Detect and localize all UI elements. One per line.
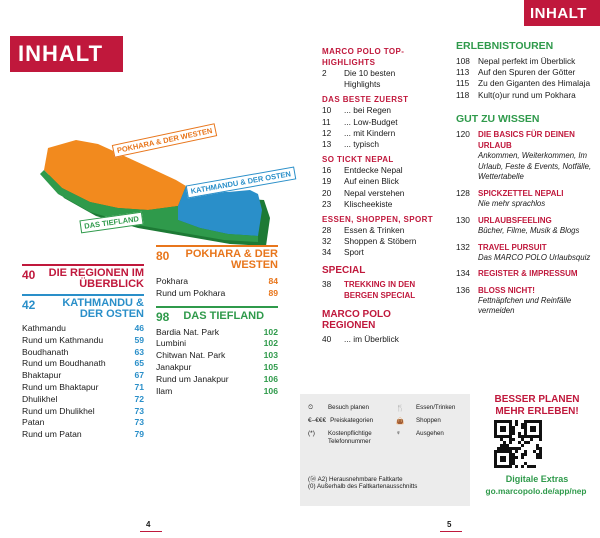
toc-entry[interactable] — [456, 78, 596, 89]
region-entry-name: Rund um Boudhanath — [22, 358, 106, 369]
highlights-extra: Highlights — [344, 79, 381, 90]
map-label-east: KATHMANDU & DER OSTEN — [186, 167, 296, 199]
page-number-right: 5 — [447, 520, 452, 529]
qr-module — [512, 432, 515, 435]
qr-module — [530, 465, 533, 468]
legend-item — [396, 430, 466, 445]
qr-module — [518, 432, 521, 435]
region-entry-name: Rund um Patan — [22, 429, 82, 440]
region-entry[interactable] — [156, 374, 278, 386]
qr-module — [533, 450, 536, 453]
promo-title: BESSER PLANEN MEHR ERLEBEN! — [494, 394, 580, 417]
region-entry-name: Rund um Dhulikhel — [22, 405, 95, 416]
toc-entry-page: 16 — [322, 165, 332, 176]
region-entry-name: Dhulikhel — [22, 393, 58, 404]
legend-item — [308, 404, 396, 412]
qr-module — [539, 450, 542, 453]
gut-zu-wissen-page: 128 — [456, 188, 470, 198]
qr-module — [527, 441, 530, 444]
toc-entry-page: 19 — [322, 176, 332, 187]
toc-entry[interactable] — [322, 236, 446, 247]
toc-entry-text: Die 10 besten — [344, 68, 396, 78]
toc-entry[interactable] — [322, 68, 446, 79]
essen-list — [322, 225, 446, 259]
region-entry-page: 63 — [134, 346, 144, 357]
region-entry[interactable] — [22, 370, 144, 382]
regions-column-right — [156, 245, 278, 397]
gut-zu-wissen-entry-row — [456, 129, 596, 151]
qr-module — [512, 429, 515, 432]
qr-module — [506, 444, 509, 447]
legend-item-label: Shoppen — [416, 417, 441, 424]
region-entry[interactable] — [22, 429, 144, 441]
qr-module — [512, 462, 515, 465]
toc-entry-page: 118 — [456, 89, 470, 100]
toc-entry-text: Kult(o)ur rund um Pokhara — [478, 89, 576, 100]
region-entry-page: 106 — [263, 373, 278, 384]
region-entry[interactable] — [156, 362, 278, 374]
gut-zu-wissen-page: 132 — [456, 241, 470, 252]
qr-code[interactable] — [494, 420, 542, 468]
region-entry[interactable] — [22, 347, 144, 359]
highlights-title: MARCO POLO TOP-HIGHLIGHTS — [322, 47, 405, 67]
gut-zu-wissen-page: 120 — [456, 128, 470, 139]
toc-entry[interactable] — [322, 176, 446, 187]
page-number-left: 4 — [146, 520, 151, 529]
region-entry-name: Rund um Bhaktapur — [22, 381, 99, 392]
gut-zu-wissen-page: 134 — [456, 268, 470, 279]
region-entry-name: Kathmandu — [22, 323, 66, 333]
toc-entry[interactable] — [456, 56, 596, 67]
mp-regionen-title: MARCO POLO REGIONEN — [322, 309, 391, 332]
toc-entry-page: 13 — [322, 139, 332, 150]
toc-entry-page: 34 — [322, 247, 332, 258]
region-entry[interactable] — [156, 338, 278, 350]
toc-entry[interactable] — [322, 128, 446, 139]
toc-entry-text: Zu den Giganten des Himalaja — [478, 78, 591, 89]
qr-finder-center — [530, 426, 536, 432]
erlebnistouren-list — [456, 56, 596, 101]
toc-entry[interactable] — [322, 247, 446, 258]
toc-entry-text: Klischeekiste — [344, 198, 393, 209]
essen-title: ESSEN, SHOPPEN, SPORT — [322, 215, 434, 225]
asterisk-icon: (*) — [308, 430, 315, 437]
qr-module — [536, 444, 539, 447]
qr-module — [500, 438, 503, 441]
gut-zu-wissen-sub: Das MARCO POLO Urlaubsquiz — [478, 252, 591, 262]
pokhara-title: POKHARA & DER WESTEN — [185, 248, 278, 271]
region-entry-name: Patan — [22, 417, 45, 428]
region-entry[interactable] — [156, 288, 278, 300]
qr-module — [515, 450, 518, 453]
trident-icon: ♆ — [396, 430, 401, 437]
map-label-west: POKHARA & DER WESTEN — [112, 123, 218, 158]
pokhara-num: 80 — [156, 249, 170, 263]
special-title: SPECIAL — [322, 264, 366, 276]
legend-item — [396, 417, 466, 425]
gut-zu-wissen-title-text: BLOSS NICHT! — [478, 285, 535, 295]
qr-module — [512, 453, 515, 456]
gut-zu-wissen-title-text: REGISTER & IMPRESSUM — [478, 269, 578, 279]
gut-zu-wissen-sub: Bücher, Filme, Musik & Blogs — [478, 226, 580, 235]
special-text: TREKKING IN DEN BERGEN SPECIAL — [344, 279, 416, 300]
header-tab-label: INHALT — [530, 5, 587, 22]
gut-zu-wissen-entry-row — [456, 285, 596, 296]
qr-module — [509, 441, 512, 444]
gut-zu-wissen-entry-row — [456, 268, 596, 279]
qr-module — [521, 456, 524, 459]
region-entry-page: 72 — [134, 393, 144, 404]
gut-zu-wissen-title-text: DIE BASICS FÜR DEINEN URLAUB — [478, 129, 575, 151]
legend-item-label: Besuch planen — [328, 404, 369, 411]
special-line — [322, 279, 446, 301]
gut-zu-wissen-title-text: URLAUBSFEELING — [478, 215, 552, 225]
qr-module — [506, 447, 509, 450]
region-entry-page: 71 — [134, 381, 144, 392]
gut-zu-wissen-title-text: SPICKZETTEL NEPALI — [478, 189, 564, 198]
gut-zu-wissen-sub: Ankommen, Weiterkommen, Im Urlaub, Feste & Events, Notfälle, Wettertabelle — [478, 151, 592, 182]
region-entry-name: Bhaktapur — [22, 370, 62, 381]
qr-module — [521, 453, 524, 456]
qr-module — [515, 447, 518, 450]
cutlery-icon: 🍴 — [396, 405, 405, 412]
qr-module — [536, 456, 539, 459]
toc-entry[interactable] — [322, 165, 446, 176]
toc-entry[interactable] — [322, 117, 446, 128]
ueberblick-num: 40 — [22, 268, 36, 282]
legend-item — [308, 417, 396, 425]
mp-regionen-page: 40 — [322, 334, 332, 345]
qr-module — [524, 462, 527, 465]
region-entry-page: 102 — [263, 326, 278, 337]
toc-entry-page: 11 — [322, 116, 331, 127]
qr-module — [515, 420, 518, 423]
region-entry-page: 84 — [268, 276, 278, 286]
toc-entry[interactable] — [322, 105, 446, 116]
legend-item — [308, 430, 396, 445]
region-entry-name: Rund um Pokhara — [156, 287, 226, 298]
legend-note-1: (㊿ A2) Herausnehmbare Faltkarte — [308, 476, 403, 483]
tickt-title: SO TICKT NEPAL — [322, 155, 394, 165]
region-entry[interactable] — [22, 335, 144, 347]
page-rule-right — [440, 531, 462, 532]
legend-item-label: Kostenpflichtige Telefonnummer — [328, 430, 372, 445]
kathmandu-list — [22, 323, 144, 441]
gut-zu-wissen-entry[interactable] — [456, 129, 596, 183]
mp-regionen-line — [322, 334, 446, 345]
qr-module — [521, 435, 524, 438]
region-entry-page: 73 — [134, 405, 144, 416]
region-entry-page: 106 — [263, 385, 278, 396]
toc-entry[interactable] — [322, 188, 446, 199]
toc-entry-text: Sport — [344, 247, 364, 258]
region-entry-page: 65 — [134, 358, 144, 369]
region-entry-page: 103 — [263, 350, 278, 361]
extras-url[interactable]: go.marcopolo.de/app/nep — [485, 486, 587, 496]
region-entry-name: Bardia Nat. Park — [156, 326, 220, 337]
gut-zu-wissen-entry[interactable] — [456, 215, 596, 237]
regions-column-left — [22, 264, 144, 441]
legend-item-label: Ausgehen — [416, 430, 444, 437]
qr-module — [503, 441, 506, 444]
toc-entry-page: 12 — [322, 127, 332, 138]
tiefland-list — [156, 327, 278, 398]
region-entry-name: Rund um Kathmandu — [22, 334, 104, 345]
region-entry-page: 46 — [134, 323, 144, 333]
legend-note-2: (0) Außerhalb des Faltkartenausschnitts — [308, 483, 418, 490]
qr-module — [521, 444, 524, 447]
region-entry[interactable] — [156, 276, 278, 288]
toc-entry-page: 28 — [322, 225, 332, 236]
qr-module — [539, 447, 542, 450]
special-page: 38 — [322, 278, 332, 289]
extras-title: Digitale Extras — [505, 474, 569, 484]
legend-grid — [308, 404, 466, 445]
page-rule-left — [140, 531, 162, 532]
region-entry[interactable] — [22, 417, 144, 429]
region-entry-page: 105 — [263, 361, 278, 372]
qr-module — [536, 453, 539, 456]
qr-module — [524, 450, 527, 453]
tiefland-title: DAS TIEFLAND — [183, 309, 265, 322]
qr-module — [521, 426, 524, 429]
qr-module — [521, 465, 524, 468]
toc-column-2 — [456, 40, 596, 322]
toc-entry[interactable] — [456, 67, 596, 78]
toc-entry[interactable] — [322, 199, 446, 210]
toc-entry-text: ... mit Kindern — [344, 127, 396, 138]
ueberblick-title: DIE REGIONEN IM ÜBERBLICK — [48, 267, 144, 290]
qr-module — [536, 447, 539, 450]
gut-zu-wissen-entry[interactable] — [456, 268, 596, 279]
toc-entry-text: ... typisch — [344, 139, 380, 150]
toc-entry-text: ... bei Regen — [344, 105, 392, 116]
legend-item — [396, 404, 466, 412]
qr-module — [509, 438, 512, 441]
gut-zu-wissen-entry-row — [456, 242, 596, 253]
qr-module — [533, 465, 536, 468]
qr-module — [512, 438, 515, 441]
qr-module — [539, 438, 542, 441]
region-entry-name: Chitwan Nat. Park — [156, 350, 226, 361]
toc-entry-page: 32 — [322, 236, 332, 247]
region-entry-name: Janakpur — [156, 361, 192, 372]
page-title: INHALT — [18, 41, 104, 66]
region-entry-page: 59 — [134, 334, 144, 345]
qr-module — [503, 447, 506, 450]
region-entry[interactable] — [22, 382, 144, 394]
qr-module — [527, 465, 530, 468]
legend-item-label: Preiskategorien — [330, 417, 374, 424]
toc-column-1 — [322, 46, 446, 345]
qr-module — [518, 447, 521, 450]
tickt-list — [322, 165, 446, 210]
legend-item-label: Essen/Trinken — [416, 404, 456, 411]
qr-module — [503, 444, 506, 447]
region-entry[interactable] — [22, 358, 144, 370]
gut-zu-wissen-title-text: TRAVEL PURSUIT — [478, 242, 547, 252]
toc-entry-text: Shoppen & Stöbern — [344, 236, 417, 247]
qr-module — [518, 441, 521, 444]
legend-box — [300, 394, 470, 506]
pokhara-list — [156, 276, 278, 300]
qr-finder-center — [500, 426, 506, 432]
qr-module — [512, 426, 515, 429]
toc-entry-text: Auf den Spuren der Götter — [478, 67, 576, 78]
gut-zu-wissen-list — [456, 129, 596, 317]
toc-entry[interactable] — [322, 139, 446, 150]
toc-entry-page: 2 — [322, 68, 327, 78]
toc-entry-text: ... Low-Budget — [344, 116, 398, 127]
region-entry-name: Ilam — [156, 385, 173, 396]
toc-entry-page: 108 — [456, 56, 470, 66]
qr-module — [515, 423, 518, 426]
qr-module — [512, 459, 515, 462]
toc-entry-text: Auf einen Blick — [344, 176, 399, 187]
qr-module — [509, 447, 512, 450]
gut-zu-wissen-entry[interactable] — [456, 242, 596, 264]
region-entry-page: 79 — [134, 429, 144, 440]
tiefland-num: 98 — [156, 309, 170, 324]
toc-entry[interactable] — [322, 225, 446, 236]
region-entry-name: Boudhanath — [22, 346, 69, 357]
qr-module — [521, 423, 524, 426]
qr-module — [500, 447, 503, 450]
toc-entry-text: Nepal verstehen — [344, 187, 405, 198]
qr-module — [500, 444, 503, 447]
qr-finder-center — [500, 456, 506, 462]
qr-module — [524, 453, 527, 456]
qr-module — [512, 456, 515, 459]
toc-entry-text: Essen & Trinken — [344, 225, 405, 236]
clock-icon: ⏲ — [308, 404, 314, 411]
erlebnistouren-title: ERLEBNISTOUREN — [456, 40, 554, 52]
qr-module — [539, 453, 542, 456]
toc-entry-page: 20 — [322, 187, 332, 198]
qr-module — [515, 465, 518, 468]
qr-module — [497, 447, 500, 450]
gut-zu-wissen-title: GUT ZU WISSEN — [456, 112, 540, 125]
gut-zu-wissen-entry[interactable] — [456, 188, 596, 210]
map-label-south: DAS TIEFLAND — [79, 212, 143, 234]
qr-module — [518, 435, 521, 438]
gut-zu-wissen-entry-row — [456, 215, 596, 226]
qr-module — [512, 447, 515, 450]
gut-zu-wissen-page: 136 — [456, 284, 470, 295]
toc-entry-page: 10 — [322, 105, 332, 116]
region-entry[interactable] — [22, 394, 144, 406]
qr-module — [539, 456, 542, 459]
mp-regionen-text: ... im Überblick — [344, 334, 399, 345]
qr-module — [515, 456, 518, 459]
gut-zu-wissen-sub: Fettnäpfchen und Reinfälle vermeiden — [478, 295, 572, 316]
region-entry-page: 67 — [134, 370, 144, 381]
toc-entry-text: Entdecke Nepal — [344, 165, 403, 176]
gut-zu-wissen-page: 130 — [456, 214, 470, 225]
region-entry[interactable] — [156, 386, 278, 398]
qr-module — [521, 438, 524, 441]
region-entry-name: Rund um Janakpur — [156, 373, 229, 384]
region-entry[interactable] — [156, 327, 278, 339]
region-entry-page: 73 — [134, 417, 144, 428]
region-entry-page: 102 — [263, 338, 278, 349]
region-entry-name: Lumbini — [156, 338, 187, 349]
region-entry[interactable] — [22, 406, 144, 418]
region-entry[interactable] — [156, 350, 278, 362]
qr-module — [530, 438, 533, 441]
qr-module — [524, 441, 527, 444]
beste-zuerst-list — [322, 105, 446, 150]
toc-entry-page: 23 — [322, 198, 332, 209]
toc-entry-page: 113 — [456, 67, 470, 78]
highlights-list — [322, 68, 446, 79]
region-entry-page: 89 — [268, 287, 278, 298]
gut-zu-wissen-entry-row — [456, 188, 596, 199]
region-entry-name: Pokhara — [156, 276, 189, 286]
beste-zuerst-title: DAS BESTE ZUERST — [322, 95, 409, 105]
toc-entry[interactable] — [456, 90, 596, 101]
gut-zu-wissen-entry[interactable] — [456, 285, 596, 317]
price-icon: €–€€€ — [308, 417, 327, 424]
toc-entry-text: Nepal perfekt im Überblick — [478, 56, 576, 66]
gut-zu-wissen-sub: Nie mehr sprachlos — [478, 199, 546, 209]
highlights-extra-line — [322, 79, 446, 90]
kathmandu-num: 42 — [22, 298, 36, 312]
toc-entry-page: 115 — [456, 78, 470, 89]
bag-icon: 👜 — [396, 418, 405, 425]
kathmandu-title: KATHMANDU & DER OSTEN — [62, 297, 144, 320]
region-entry[interactable] — [22, 323, 144, 335]
